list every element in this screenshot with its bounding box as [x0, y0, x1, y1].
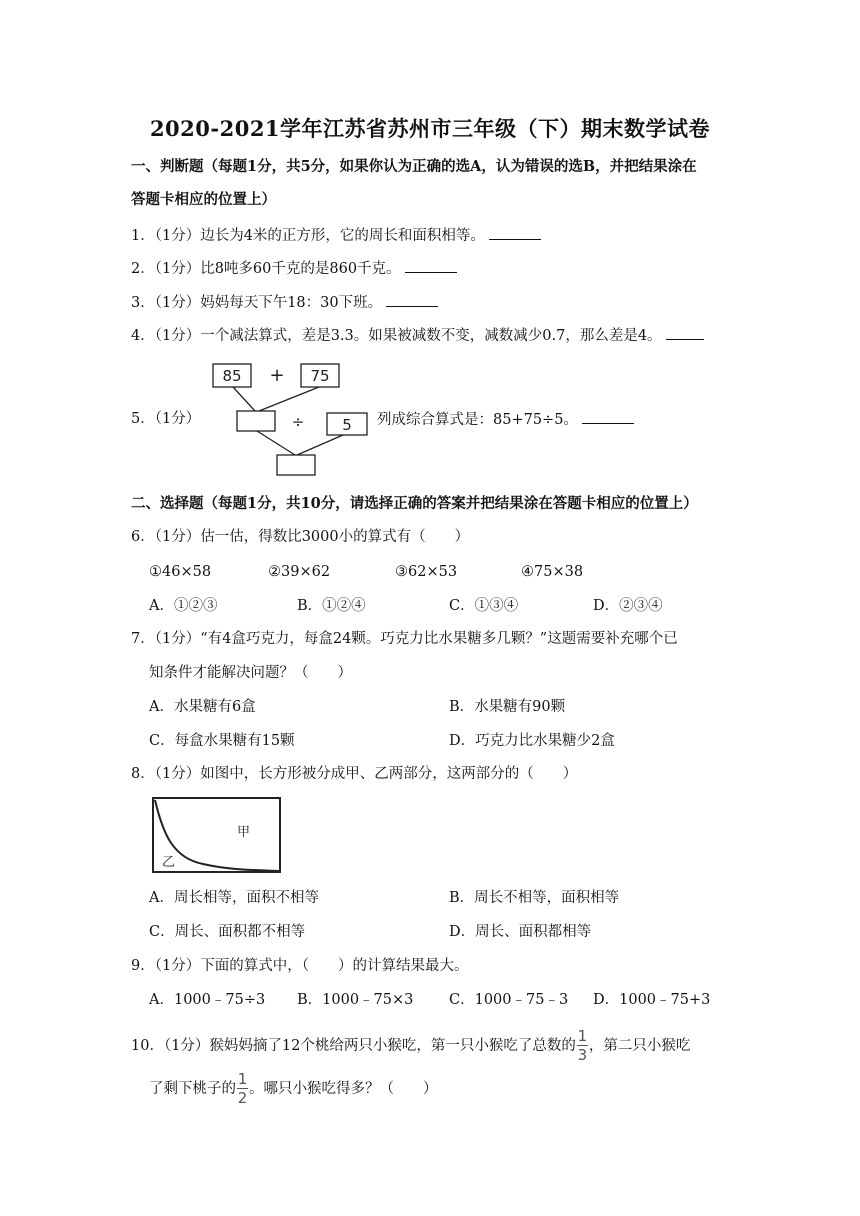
- q9-option-a: A．1000﹣75÷3: [149, 992, 266, 1008]
- question-7-stem-line2: 知条件才能解决问题？（ ）: [149, 665, 352, 681]
- answer-blank: [386, 292, 438, 307]
- q6-option-c: C．①③④: [449, 598, 519, 614]
- q6-option-a: A．①②③: [149, 598, 218, 614]
- question-5: [377, 409, 634, 430]
- q6-option-d: D．②③④: [593, 598, 663, 614]
- fraction-one-third: [577, 1028, 588, 1063]
- q10-text-1: 10．（1分）猴妈妈摘了12个桃给两只小猴吃，第一只小猴吃了总数的: [131, 1037, 576, 1054]
- q8-option-a: A．周长相等，面积不相等: [149, 890, 319, 906]
- fraction-denominator: 2: [237, 1089, 248, 1107]
- q7-option-b: B．水果糖有90颗: [449, 699, 566, 715]
- q5-flow-diagram: [205, 358, 377, 480]
- page-title: 2020-2021学年江苏省苏州市三年级（下）期末数学试卷: [149, 116, 711, 141]
- q6-item-2: ②39×62: [268, 564, 331, 580]
- q8-rectangle-figure: [149, 794, 283, 878]
- q8-label-yi: 乙: [162, 855, 176, 870]
- answer-blank: [666, 325, 704, 340]
- question-8-stem: 8．（1分）如图中，长方形被分成甲、乙两部分，这两部分的（ ）: [131, 766, 578, 782]
- q10-text-2: ，第二只小猴吃: [588, 1037, 691, 1054]
- q8-label-jia: 甲: [237, 825, 251, 840]
- fraction-one-half: [237, 1071, 248, 1106]
- fraction-denominator: 3: [577, 1046, 588, 1064]
- question-4-text: 4．（1分）一个减法算式，差是3.3。如果被减数不变，减数减少0.7，那么差是4。: [131, 328, 662, 344]
- q6-item-1: ①46×58: [149, 564, 212, 580]
- q5-operator-divide: ÷: [291, 413, 305, 431]
- q7-option-d: D．巧克力比水果糖少2盒: [449, 733, 615, 749]
- q6-option-b: B．①②④: [297, 598, 366, 614]
- question-7-stem-line1: 7．（1分）“有4盒巧克力，每盒24颗。巧克力比水果糖多几颗？”这题需要补充哪个已: [131, 631, 678, 647]
- question-10-line1: [131, 1028, 690, 1063]
- q10-text-4: 。哪只小猴吃得多？（ ）: [249, 1080, 438, 1097]
- fraction-numerator: 1: [237, 1070, 248, 1088]
- question-4: [131, 325, 704, 346]
- answer-blank: [582, 409, 634, 424]
- q8-option-c: C．周长、面积都不相等: [149, 924, 306, 940]
- q5-number-3: 5: [342, 416, 352, 434]
- question-2-text: 2．（1分）比8吨多60千克的是860千克。: [131, 261, 401, 277]
- q9-option-b: B．1000﹣75×3: [297, 992, 414, 1008]
- q7-option-c: C．每盒水果糖有15颗: [149, 733, 295, 749]
- question-5-text: 列成综合算式是：85+75÷5。: [377, 412, 578, 428]
- q5-operator-plus: +: [269, 365, 285, 386]
- question-6-stem: 6．（1分）估一估，得数比3000小的算式有（ ）: [131, 529, 470, 545]
- q8-option-d: D．周长、面积都相等: [449, 924, 592, 940]
- question-10-line2: [149, 1071, 438, 1106]
- q7-option-a: A．水果糖有6盒: [149, 699, 256, 715]
- section1-heading-line1: 一、判断题（每题1分，共5分，如果你认为正确的选A，认为错误的选B，并把结果涂在: [131, 158, 697, 175]
- question-1: [131, 225, 541, 246]
- q5-number-1: 85: [222, 367, 242, 385]
- question-5-prefix: 5．（1分）: [131, 411, 201, 427]
- question-2: [131, 258, 457, 279]
- question-3: [131, 292, 438, 313]
- question-9-stem: 9．（1分）下面的算式中，（ ）的计算结果最大。: [131, 958, 469, 974]
- q6-item-3: ③62×53: [395, 564, 458, 580]
- q10-text-3: 了剩下桃子的: [149, 1080, 236, 1097]
- q8-option-b: B．周长不相等，面积相等: [449, 890, 620, 906]
- question-1-text: 1．（1分）边长为4米的正方形，它的周长和面积相等。: [131, 228, 485, 244]
- q6-item-4: ④75×38: [521, 564, 584, 580]
- section2-heading: 二、选择题（每题1分，共10分，请选择正确的答案并把结果涂在答题卡相应的位置上）: [131, 495, 698, 512]
- q9-option-c: C．1000﹣75﹣3: [449, 992, 569, 1008]
- section1-heading-line2: 答题卡相应的位置上）: [131, 191, 276, 208]
- answer-blank: [405, 258, 457, 273]
- question-3-text: 3．（1分）妈妈每天下午18：30下班。: [131, 295, 383, 311]
- answer-blank: [489, 225, 541, 240]
- q5-number-2: 75: [310, 367, 330, 385]
- q9-option-d: D．1000﹣75+3: [593, 992, 711, 1008]
- fraction-numerator: 1: [577, 1027, 588, 1045]
